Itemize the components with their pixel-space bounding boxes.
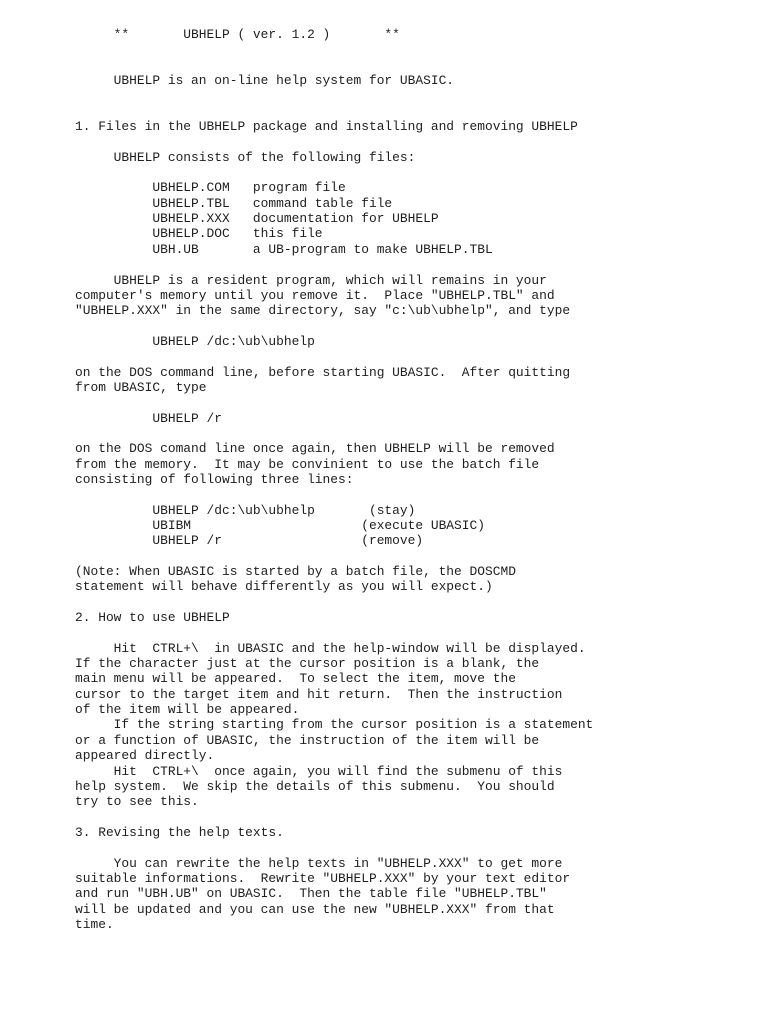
text-line: UBHELP consists of the following files: [75,149,416,165]
doc-title-line: ** UBHELP ( ver. 1.2 ) ** [75,27,400,42]
command-line: UBHELP /dc:\ub\ubhelp [75,333,315,349]
blank-line [75,104,755,119]
file-list-line: UBHELP.TBL command table file [75,195,393,211]
blank-line [75,487,755,502]
blank-line [75,42,755,57]
text-line: from the memory. It may be convinient to use the batch file [75,456,540,472]
command-line: UBHELP /r [75,410,222,426]
blank-line [75,595,755,610]
text-line: Hit CTRL+\ in UBASIC and the help-window will be displayed. [75,640,586,656]
blank-line [75,319,755,334]
blank-line [75,165,755,180]
text-line: from UBASIC, type [75,379,207,395]
text-line: computer's memory until you remove it. Place "UBHELP.TBL" and [75,287,555,303]
text-line: If the character just at the cursor position is a blank, the [75,656,540,672]
text-line: cursor to the target item and hit return. Then the instruction [75,686,563,702]
text-line: suitable informations. Rewrite "UBHELP.XXX" by your text editor [75,870,571,886]
note-line: (Note: When UBASIC is started by a batch file, the DOSCMD [75,564,516,580]
text-line: will be updated and you can use the new "UBHELP.XXX" from that [75,901,555,917]
blank-line [75,549,755,564]
blank-line [75,395,755,410]
note-line: statement will behave differently as you will expect.) [75,579,493,595]
section-3-heading: 3. Revising the help texts. [75,824,284,840]
blank-line [75,810,755,825]
file-list-line: UBHELP.COM program file [75,180,346,196]
blank-line [75,349,755,364]
intro-line: UBHELP is an on-line help system for UBASIC. [75,73,455,89]
text-line: on the DOS comand line once again, then UBHELP will be removed [75,441,555,457]
file-list-line: UBHELP.XXX documentation for UBHELP [75,211,439,227]
text-line: UBHELP is a resident program, which will remains in your [75,272,547,288]
text-line: You can rewrite the help texts in "UBHELP.XXX" to get more [75,855,563,871]
file-list-line: UBHELP.DOC this file [75,226,323,242]
text-line: consisting of following three lines: [75,471,354,487]
text-line: or a function of UBASIC, the instruction of the item will be [75,732,540,748]
text-line: on the DOS command line, before starting UBASIC. After quitting [75,364,571,380]
text-line: appeared directly. [75,748,215,764]
text-line: If the string starting from the cursor position is a statement [75,717,594,733]
section-2-heading: 2. How to use UBHELP [75,610,230,626]
text-line: main menu will be appeared. To select the item, move the [75,671,516,687]
blank-line [75,840,755,855]
text-line: "UBHELP.XXX" in the same directory, say "c:\ub\ubhelp", and type [75,303,571,319]
batch-file-line: UBHELP /dc:\ub\ubhelp (stay) [75,502,416,518]
text-line: try to see this. [75,794,199,810]
blank-line [75,257,755,272]
text-line: and run "UBH.UB" on UBASIC. Then the table file "UBHELP.TBL" [75,886,547,902]
blank-line [75,58,755,73]
batch-file-line: UBIBM (execute UBASIC) [75,518,485,533]
blank-line [75,625,755,640]
blank-line [75,88,755,103]
text-line: help system. We skip the details of this submenu. You should [75,778,555,794]
section-1-heading: 1. Files in the UBHELP package and installing and removing UBHELP [75,119,578,135]
batch-file-line: UBHELP /r (remove) [75,533,424,549]
file-list-line: UBH.UB a UB-program to make UBHELP.TBL [75,241,493,257]
document-body [75,27,755,932]
blank-line [75,134,755,149]
text-line: of the item will be appeared. [75,702,300,718]
text-line: Hit CTRL+\ once again, you will find the submenu of this [75,763,563,779]
text-line: time. [75,916,114,932]
blank-line [75,426,755,441]
